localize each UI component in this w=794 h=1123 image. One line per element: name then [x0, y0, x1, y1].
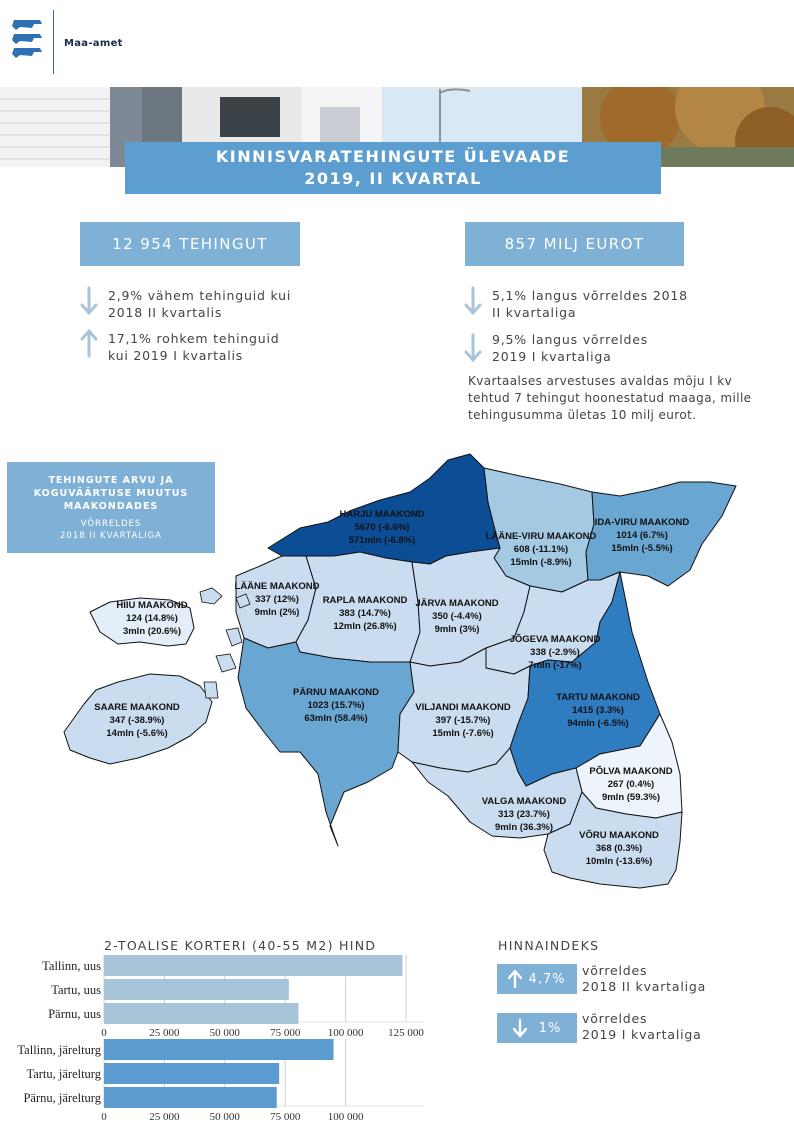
bar — [104, 1063, 279, 1084]
value-trend-2 — [492, 331, 648, 365]
county-value: 15mln (-7.6%) — [432, 728, 494, 739]
transactions-trend-1 — [108, 287, 291, 321]
trend-line: 17,1% rohkem tehinguid — [108, 331, 280, 346]
county-name: RAPLA MAAKOND — [322, 595, 408, 606]
category-label: Tallinn, järelturg — [17, 1043, 101, 1057]
county-value: 9mln (3%) — [434, 624, 480, 635]
county-name: SAARE MAAKOND — [94, 702, 180, 713]
estonian-coat-of-arms-icon — [10, 14, 46, 62]
county-name: HIIU MAAKOND — [116, 600, 188, 611]
county-count: 5670 (-6.6%) — [354, 522, 410, 533]
county-value: 15mln (-5.5%) — [611, 543, 673, 554]
page-title — [125, 142, 661, 194]
island — [226, 628, 242, 646]
hinnaindeks-line: võrreldes — [582, 1011, 648, 1026]
trend-line: 9,5% langus võrreldes — [492, 332, 649, 347]
hinnaindeks-text-2 — [582, 1011, 702, 1043]
county-value: 9mln (2%) — [254, 607, 300, 618]
trend-line: 2018 II kvartalis — [108, 305, 223, 320]
county-count: 383 (14.7%) — [339, 608, 391, 619]
county-name: JÄRVA MAAKOND — [415, 598, 499, 609]
x-tick-label: 75 000 — [270, 1027, 301, 1039]
bar — [104, 1087, 277, 1108]
county-value: 14mln (-5.6%) — [106, 728, 168, 739]
county-value: 9mln (36.3%) — [494, 822, 554, 833]
county-count: 1014 (6.7%) — [616, 530, 668, 541]
bar — [104, 1039, 334, 1060]
island — [216, 654, 236, 672]
category-label: Tartu, järelturg — [26, 1067, 101, 1081]
hinnaindeks-line: võrreldes — [582, 963, 648, 978]
county-name: PÄRNU MAAKOND — [292, 687, 380, 698]
county-value: 9mln (59.3%) — [601, 792, 661, 803]
x-tick-label: 25 000 — [149, 1027, 180, 1039]
county-count: 124 (14.8%) — [126, 613, 178, 624]
legend-title-3: MAAKONDADES — [63, 501, 159, 512]
island — [200, 588, 222, 604]
category-label: Pärnu, uus — [48, 1007, 101, 1021]
county-count: 313 (23.7%) — [498, 809, 550, 820]
county-name: VÕRU MAAKOND — [579, 830, 659, 841]
county-count: 338 (-2.9%) — [530, 647, 580, 658]
county-value: 10mln (-13.6%) — [585, 856, 653, 867]
county-name: IDA-VIRU MAAKOND — [594, 517, 690, 528]
county-count: 368 (0.3%) — [595, 843, 643, 854]
county-value: 7mln (-17%) — [528, 660, 582, 671]
county-area-rapla — [296, 552, 420, 662]
arrow-down-icon — [513, 1019, 527, 1037]
hinnaindeks-text-1 — [582, 963, 706, 995]
x-tick-label: 25 000 — [149, 1111, 180, 1123]
x-tick-label: 125 000 — [388, 1027, 424, 1039]
trend-line: 2,9% vähem tehinguid kui — [108, 288, 292, 303]
bar — [104, 955, 402, 976]
organization-name: Maa-amet — [64, 38, 123, 49]
county-area-parnu — [238, 638, 414, 846]
legend-sub-1: VÕRRELDES — [80, 519, 142, 529]
x-tick-label: 100 000 — [327, 1111, 364, 1123]
county-count: 1023 (15.7%) — [307, 700, 365, 711]
county-count: 337 (12%) — [255, 594, 299, 605]
arrow-up-icon — [80, 328, 98, 358]
hinnaindeks-line: 2018 II kvartaliga — [582, 979, 707, 994]
title-line-1: KINNISVARATEHINGUTE ÜLEVAADE — [215, 147, 571, 166]
island — [204, 682, 218, 698]
county-count: 1415 (3.3%) — [572, 705, 624, 716]
title-line-2: 2019, II KVARTAL — [304, 169, 482, 188]
header-divider — [53, 10, 54, 74]
trend-line: 2019 I kvartaliga — [492, 349, 612, 364]
county-count: 608 (-11.1%) — [513, 544, 569, 555]
county-value: 3mln (20.6%) — [122, 626, 182, 637]
bar — [104, 1003, 298, 1024]
county-name: JÕGEVA MAAKOND — [509, 634, 601, 645]
trend-line: II kvartaliga — [492, 305, 577, 320]
category-label: Tartu, uus — [51, 983, 101, 997]
hinnaindeks-value-2: 1% — [538, 1020, 562, 1036]
legend-title-2: KOGUVÄÄRTUSE MUUTUS — [33, 488, 189, 499]
county-value: 12mln (26.8%) — [333, 621, 397, 632]
trend-line: 5,1% langus võrreldes 2018 — [492, 288, 688, 303]
county-name: VALGA MAAKOND — [481, 796, 567, 807]
trend-line: kui 2019 I kvartalis — [108, 348, 244, 363]
county-value: 94mln (-6.5%) — [567, 718, 629, 729]
county-value: 571mln (-6.8%) — [348, 535, 416, 546]
legend-sub-2: 2018 II KVARTALIGA — [60, 531, 162, 541]
transactions-headline: 12 954 TEHINGUT — [80, 222, 300, 266]
value-headline: 857 MILJ EUROT — [465, 222, 684, 266]
county-value: 15mln (-8.9%) — [510, 557, 572, 568]
county-name: HARJU MAAKOND — [339, 509, 425, 520]
transactions-trend-2 — [108, 330, 280, 364]
arrow-down-icon — [80, 286, 98, 316]
hinnaindeks-badge-2 — [497, 1013, 577, 1043]
x-tick-label: 75 000 — [270, 1111, 301, 1123]
legend-title-1: TEHINGUTE ARVU JA — [48, 475, 174, 486]
county-name: LÄÄNE-VIRU MAAKOND — [485, 531, 597, 542]
county-name: TARTU MAAKOND — [556, 692, 640, 703]
x-tick-label: 50 000 — [209, 1111, 240, 1123]
price-bar-chart — [0, 950, 470, 1123]
x-tick-label: 0 — [101, 1027, 107, 1039]
hinnaindeks-badge-1 — [497, 964, 577, 994]
bar — [104, 979, 289, 1000]
x-tick-label: 100 000 — [327, 1027, 364, 1039]
county-count: 397 (-15.7%) — [435, 715, 491, 726]
hinnaindeks-title: HINNAINDEKS — [498, 938, 600, 953]
county-count: 267 (0.4%) — [607, 779, 655, 790]
arrow-down-icon — [464, 286, 482, 316]
value-note: Kvartaalses arvestuses avaldas mõju I kv tehtud 7 tehingut hoonestatud maaga, mille tehingusumma ületas 10 milj eurot. — [468, 374, 752, 422]
county-name: VILJANDI MAAKOND — [415, 702, 511, 713]
estonia-county-map — [0, 452, 794, 912]
county-count: 347 (-38.9%) — [109, 715, 165, 726]
arrow-down-icon — [464, 333, 482, 363]
hinnaindeks-line: 2019 I kvartaliga — [582, 1027, 702, 1042]
hinnaindeks-value-1: 4,7% — [528, 971, 566, 987]
county-name: PÕLVA MAAKOND — [589, 766, 673, 777]
x-tick-label: 0 — [101, 1111, 107, 1123]
value-trend-1 — [492, 287, 688, 321]
category-label: Pärnu, järelturg — [23, 1091, 101, 1105]
county-count: 350 (-4.4%) — [432, 611, 482, 622]
category-label: Tallinn, uus — [42, 959, 101, 973]
price-chart-title: 2-TOALISE KORTERI (40-55 M2) HIND — [104, 938, 377, 953]
county-value: 63mln (58.4%) — [304, 713, 368, 724]
county-name: LÄÄNE MAAKOND — [234, 581, 320, 592]
arrow-up-icon — [508, 970, 522, 988]
x-tick-label: 50 000 — [209, 1027, 240, 1039]
